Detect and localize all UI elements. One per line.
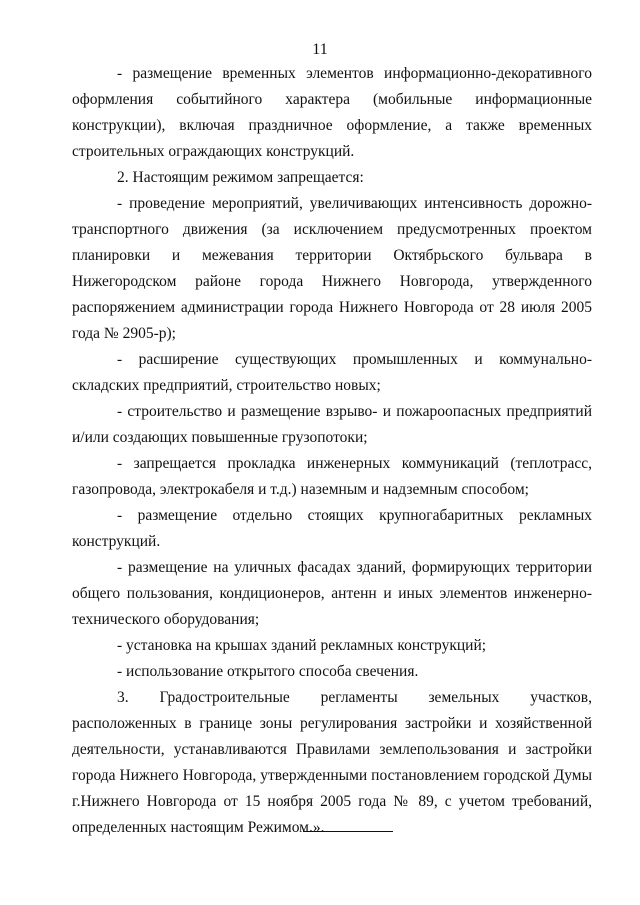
closing-divider <box>303 831 393 832</box>
paragraph-temporary-elements: - размещение временных элементов информационно-декоративного оформления событийного характера (мобильные информационные конструкции), включая праздничное оформление, а также временных строительных ограждающих конструкций. <box>72 65 592 160</box>
paragraph-open-lighting: - использование открытого способа свечения. <box>117 663 419 680</box>
paragraph-urban-regulations: 3. Градостроительные регламенты земельных участков, расположенных в границе зоны регулирования застройки и хозяйственной деятельности, устанавливаются Правилами землепользования и застройки города Нижнего Новгорода, утвержденными постановлением городской Думы г.Нижнего Новгорода от 15 ноября 2005 года № 89, с учетом требований, определенных настоящим Режимом.». <box>72 689 592 836</box>
paragraph-roof-advertising: - установка на крышах зданий рекламных конструкций; <box>117 637 487 654</box>
paragraph-large-advertising: - размещение отдельно стоящих крупногабаритных рекламных конструкций. <box>72 507 592 550</box>
paragraph-industrial-expansion: - расширение существующих промышленных и коммунально-складских предприятий, строительство новых; <box>72 351 592 394</box>
paragraph-facade-equipment: - размещение на уличных фасадах зданий, формирующих территории общего пользования, кондиционеров, антенн и иных элементов инженерно-технического оборудования; <box>72 559 592 628</box>
page-number: 11 <box>312 41 328 58</box>
paragraph-traffic-events: - проведение мероприятий, увеличивающих интенсивность дорожно-транспортного движения (за исключением предусмотренных проектом планировки и межевания территории Октябрьского бульвара в Нижегородском районе города Нижнего Новгорода, утвержденного распоряжением администрации города Нижнего Новгорода от 28 июля 2005 года № 2905-р); <box>72 195 592 342</box>
document-body <box>72 61 592 841</box>
paragraph-prohibitions-heading: 2. Настоящим режимом запрещается: <box>117 169 364 186</box>
paragraph-hazardous-enterprises: - строительство и размещение взрыво- и пожароопасных предприятий и/или создающих повышенные грузопотоки; <box>72 403 592 446</box>
paragraph-utility-lines: - запрещается прокладка инженерных коммуникаций (теплотрасс, газопровода, электрокабеля и т.д.) наземным и надземным способом; <box>72 455 592 498</box>
